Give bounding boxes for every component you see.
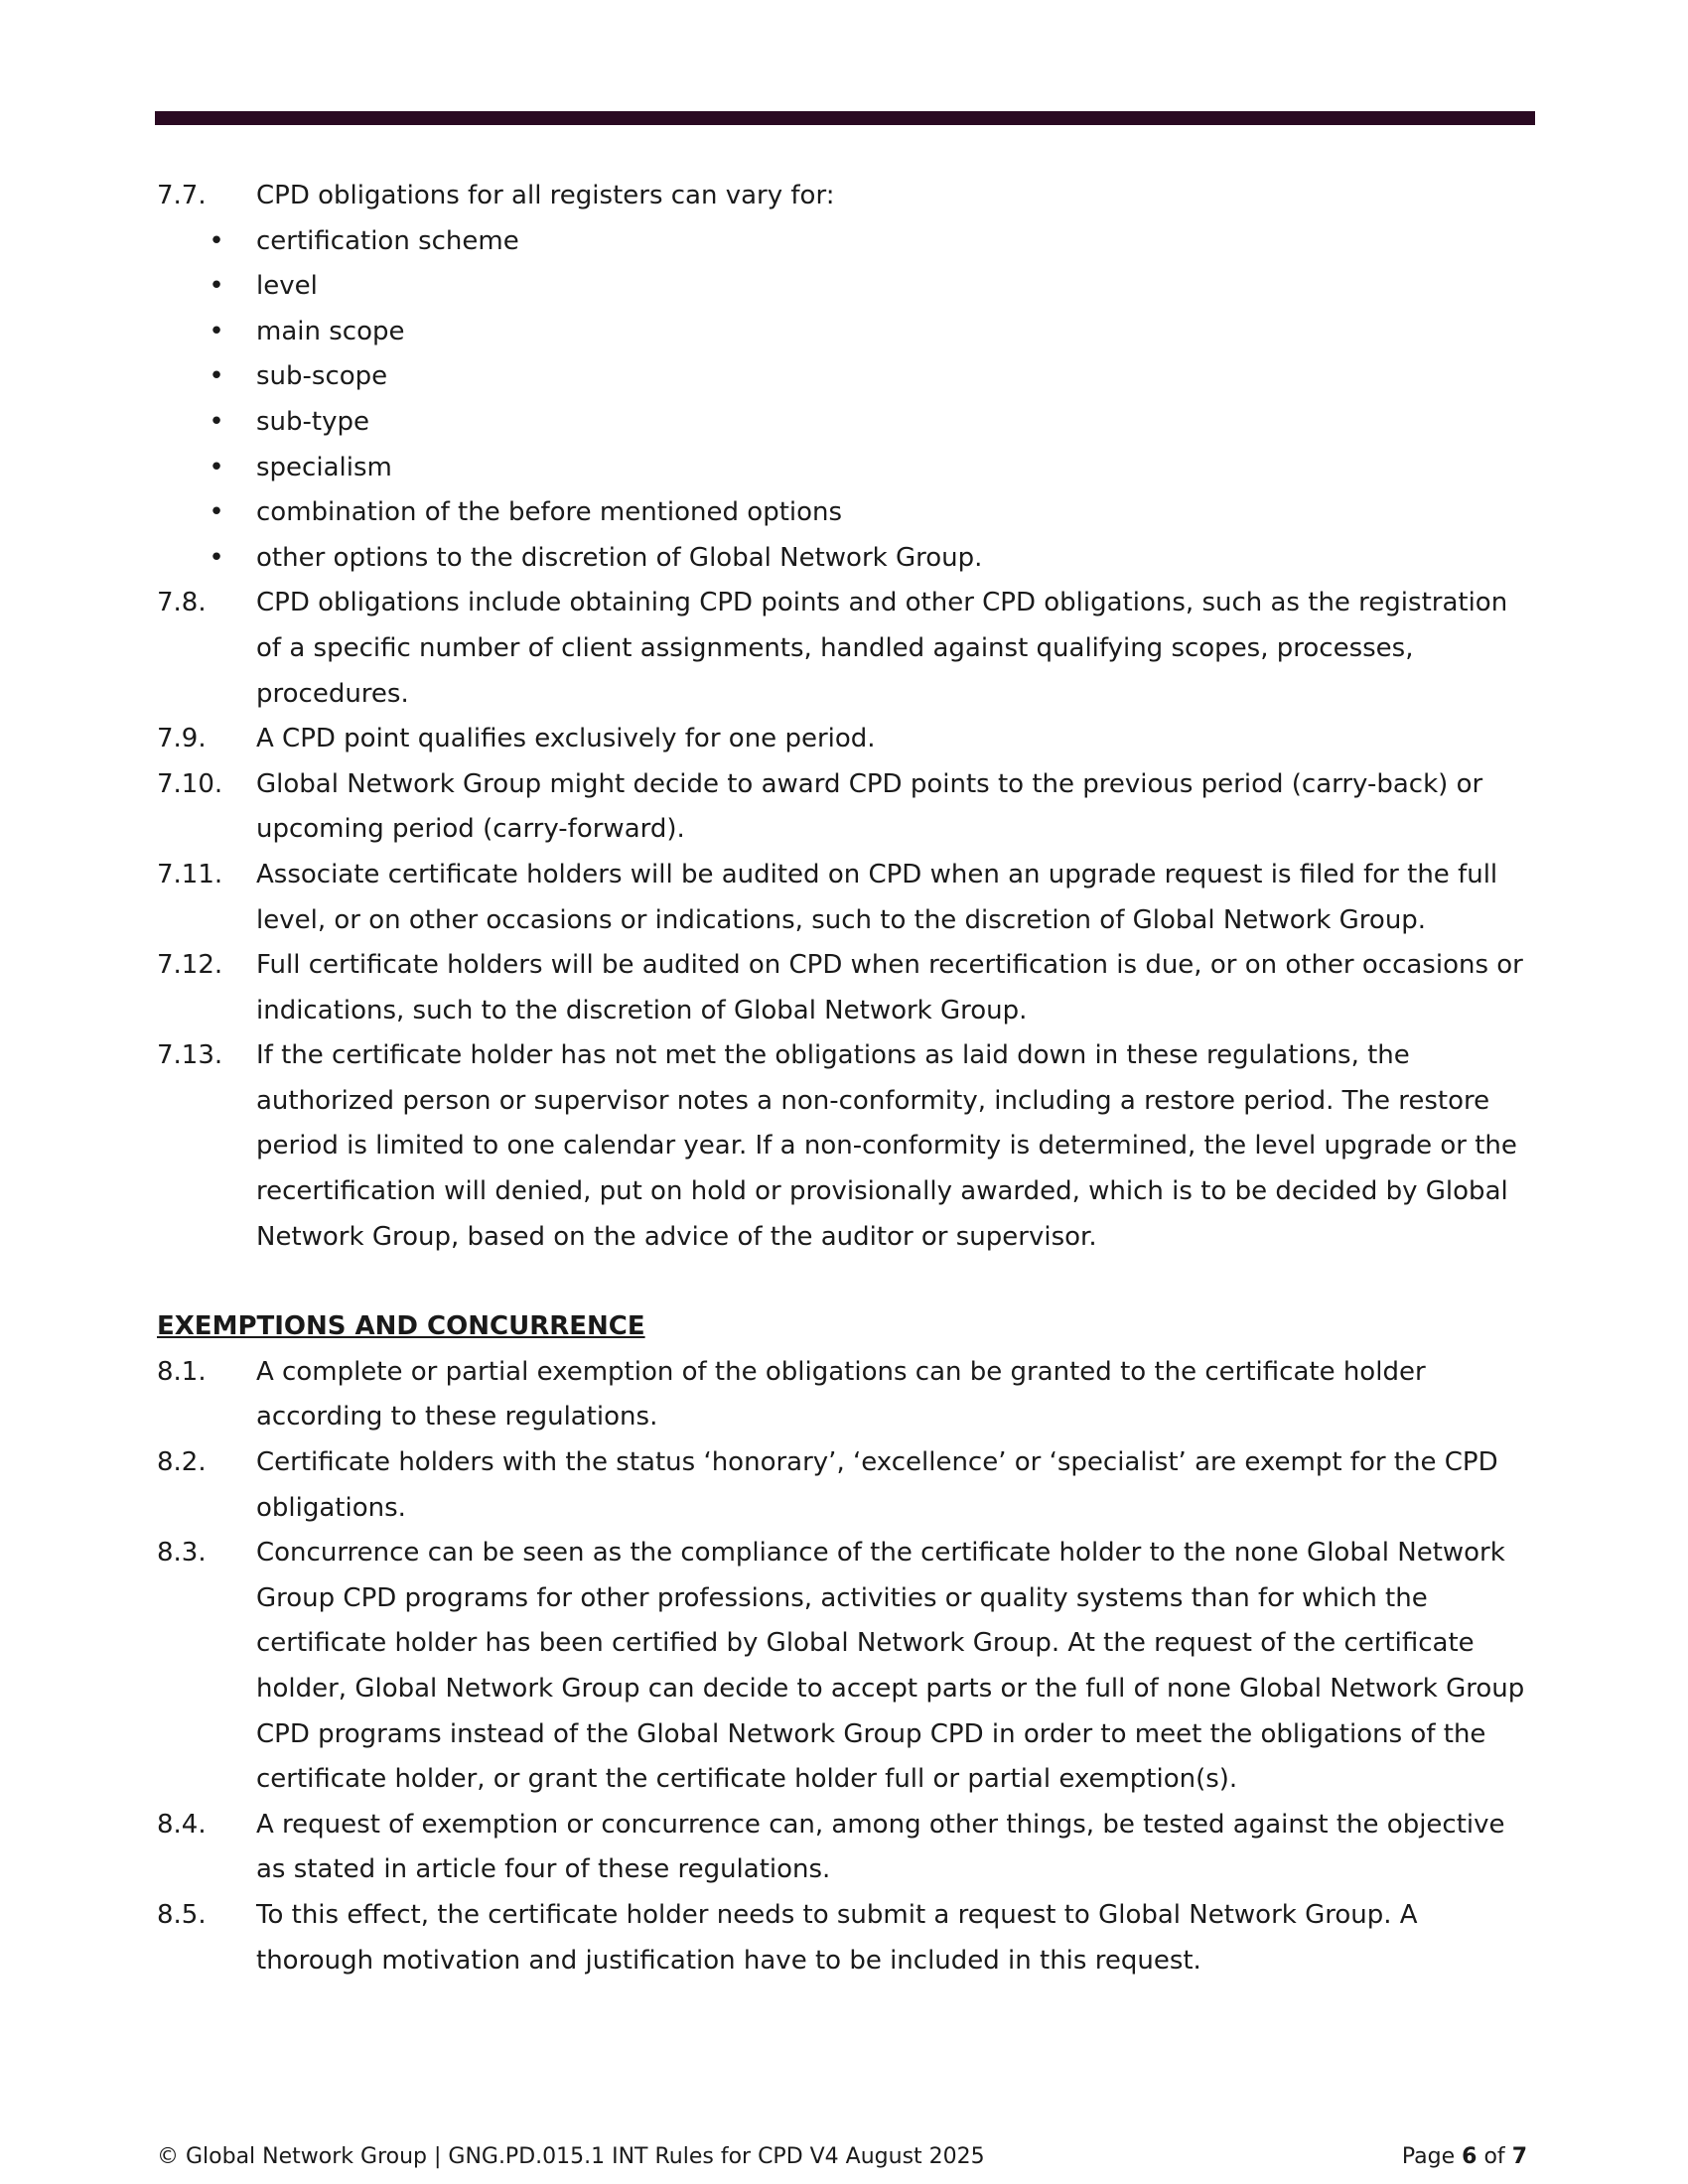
clause-8-4 — [157, 1803, 1537, 1893]
clause-number: 8.3. — [157, 1538, 207, 1569]
bullet-text: main scope — [256, 316, 405, 346]
page-of: of — [1483, 2144, 1505, 2169]
clause-text: Global Network Group might decide to award CPD points to the previous period (carry-back) or upcoming period (carry-forward). — [256, 768, 1483, 845]
clause-text: A CPD point qualifies exclusively for one period. — [256, 724, 876, 754]
bullet-text: certification scheme — [256, 225, 519, 256]
clause-text: To this effect, the certificate holder needs to submit a request to Global Network Group. A thorough motivation and justification have to be included in this request. — [256, 1899, 1418, 1976]
clause-number: 7.12. — [157, 950, 223, 981]
page-label: Page — [1401, 2144, 1456, 2169]
bullet-item — [157, 446, 1537, 491]
page-total: 7 — [1511, 2144, 1527, 2169]
clause-8-5 — [157, 1893, 1537, 1983]
clause-8-2 — [157, 1440, 1537, 1531]
clause-text: Certificate holders with the status ‘honorary’, ‘excellence’ or ‘specialist’ are exempt for the CPD obligations. — [256, 1447, 1498, 1523]
document-body — [157, 174, 1537, 1983]
bullet-item — [157, 354, 1537, 400]
clause-7-10 — [157, 762, 1537, 853]
bullet-text: sub-scope — [256, 361, 388, 392]
bullet-icon: • — [209, 406, 224, 437]
page-footer — [157, 2144, 1527, 2169]
clause-number: 7.10. — [157, 768, 223, 799]
bullet-text: sub-type — [256, 406, 369, 437]
bullet-item — [157, 400, 1537, 446]
clause-number: 7.9. — [157, 724, 207, 754]
clause-text: CPD obligations for all registers can vary for: — [256, 181, 835, 210]
bullet-text: level — [256, 271, 318, 302]
bullet-icon: • — [209, 361, 224, 392]
bullet-item — [157, 264, 1537, 310]
clause-7-7 — [157, 174, 1537, 219]
clause-number: 7.8. — [157, 588, 207, 618]
footer-copyright: © Global Network Group | GNG.PD.015.1 INT Rules for CPD V4 August 2025 — [157, 2144, 985, 2169]
clause-7-9 — [157, 717, 1537, 762]
bullet-text: other options to the discretion of Global Network Group. — [256, 542, 983, 573]
clause-number: 8.4. — [157, 1809, 207, 1840]
section-spacer — [157, 1260, 1537, 1304]
clause-7-11 — [157, 853, 1537, 943]
bullet-icon: • — [209, 497, 224, 528]
bullet-icon: • — [209, 316, 224, 346]
bullet-item — [157, 536, 1537, 582]
bullet-item — [157, 310, 1537, 355]
header-rule — [155, 111, 1535, 125]
clause-text: Concurrence can be seen as the compliance of the certificate holder to the none Global Network Group CPD programs for other professions, activities or quality systems than for which the certificate holder has been certified by Global Network Group. At the request of the certificate holder, Global Network Group can decide to accept parts or the full of none Global Network Group CPD programs instead of the Global Network Group CPD in order to meet the obligations of the certificate holder, or grant the certificate holder full or partial exemption(s). — [256, 1538, 1525, 1795]
clause-text: A complete or partial exemption of the obligations can be granted to the certificate holder according to these regulations. — [256, 1356, 1426, 1433]
clause-number: 7.7. — [157, 181, 207, 210]
clause-7-8 — [157, 581, 1537, 717]
clause-number: 8.5. — [157, 1899, 207, 1930]
section-heading: EXEMPTIONS AND CONCURRENCE — [157, 1311, 645, 1342]
page-number — [1402, 2144, 1527, 2169]
page-current: 6 — [1462, 2144, 1477, 2169]
clause-text: A request of exemption or concurrence can, among other things, be tested against the objective as stated in article four of these regulations. — [256, 1809, 1505, 1885]
clause-text: If the certificate holder has not met the obligations as laid down in these regulations, the authorized person or supervisor notes a non-conformity, including a restore period. The restore period is limited to one calendar year. If a non-conformity is determined, the level upgrade or the recertification will denied, put on hold or provisionally awarded, which is to be decided by Global Network Group, based on the advice of the auditor or supervisor. — [256, 1040, 1517, 1252]
bullet-icon: • — [209, 542, 224, 573]
bullet-text: combination of the before mentioned options — [256, 497, 843, 528]
bullet-text: specialism — [256, 452, 392, 482]
clause-text: Associate certificate holders will be audited on CPD when an upgrade request is filed for the full level, or on other occasions or indications, such to the discretion of Global Network Group. — [256, 859, 1498, 935]
bullet-item — [157, 219, 1537, 265]
clause-7-12 — [157, 943, 1537, 1033]
clause-number: 8.1. — [157, 1356, 207, 1387]
bullet-icon: • — [209, 225, 224, 256]
clause-text: CPD obligations include obtaining CPD points and other CPD obligations, such as the registration of a specific number of client assignments, handled against qualifying scopes, processes, procedures. — [256, 588, 1508, 709]
bullet-icon: • — [209, 271, 224, 302]
bullet-item — [157, 490, 1537, 536]
clause-number: 8.2. — [157, 1447, 207, 1478]
clause-number: 7.11. — [157, 859, 223, 889]
clause-7-13 — [157, 1033, 1537, 1260]
bullet-icon: • — [209, 452, 224, 482]
clause-8-1 — [157, 1350, 1537, 1440]
clause-8-3 — [157, 1531, 1537, 1803]
clause-text: Full certificate holders will be audited on CPD when recertification is due, or on other occasions or indications, such to the discretion of Global Network Group. — [256, 950, 1523, 1025]
clause-number: 7.13. — [157, 1040, 223, 1071]
